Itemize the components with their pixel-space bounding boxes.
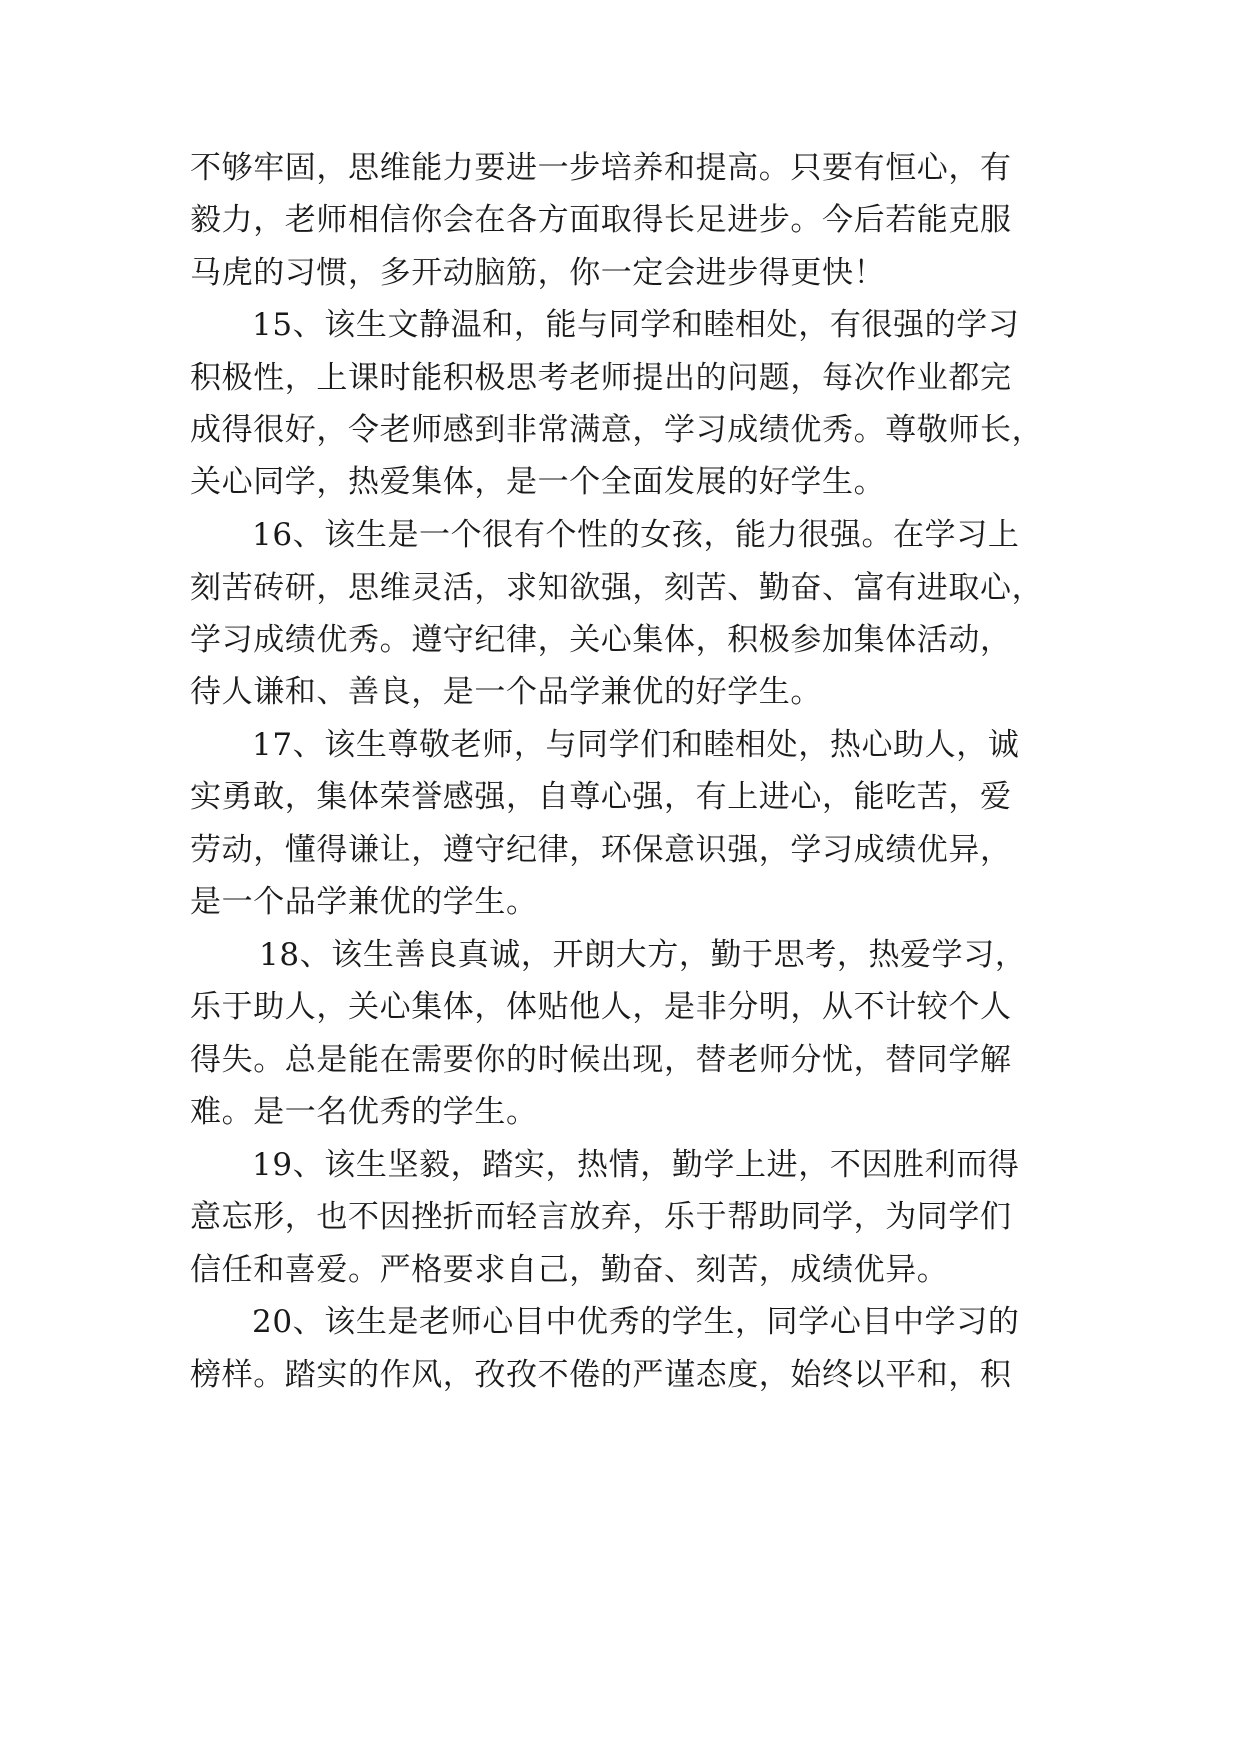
paragraph-line: 20、该生是老师心目中优秀的学生，同学心目中学习的 [252, 1304, 1020, 1340]
paragraph-line: 15、该生文静温和，能与同学和睦相处，有很强的学习 [252, 307, 1020, 343]
paragraph-line: 实勇敢，集体荣誉感强，自尊心强，有上进心，能吃苦，爱 [190, 779, 1012, 815]
paragraph-line: 刻苦砖研，思维灵活，求知欲强，刻苦、勤奋、富有进取心， [190, 570, 1044, 606]
paragraph-line: 成得很好，令老师感到非常满意，学习成绩优秀。尊敬师长， [190, 412, 1044, 448]
paragraph-line: 19、该生坚毅，踏实，热情，勤学上进，不因胜利而得 [252, 1147, 1020, 1183]
paragraph-line: 16、该生是一个很有个性的女孩，能力很强。在学习上 [252, 517, 1020, 553]
paragraph-line: 马虎的习惯，多开动脑筋，你一定会进步得更快！ [190, 255, 886, 291]
paragraph-line: 不够牢固，思维能力要进一步培养和提高。只要有恒心，有 [190, 150, 1012, 186]
paragraph-line: 待人谦和、善良，是一个品学兼优的好学生。 [190, 674, 822, 710]
paragraph-line: 17、该生尊敬老师，与同学们和睦相处，热心助人，诚 [252, 727, 1020, 763]
paragraph-line: 积极性，上课时能积极思考老师提出的问题，每次作业都完 [190, 360, 1012, 396]
paragraph-line: 难。是一名优秀的学生。 [190, 1094, 538, 1130]
paragraph-line: 榜样。踏实的作风，孜孜不倦的严谨态度，始终以平和，积 [190, 1357, 1012, 1393]
paragraph-line: 是一个品学兼优的学生。 [190, 884, 538, 920]
paragraph-line: 毅力，老师相信你会在各方面取得长足进步。今后若能克服 [190, 202, 1012, 238]
paragraph-line: 乐于助人，关心集体，体贴他人，是非分明，从不计较个人 [190, 989, 1012, 1025]
paragraph-line: 18、该生善良真诚，开朗大方，勤于思考，热爱学习， [259, 937, 1027, 973]
paragraph-line: 学习成绩优秀。遵守纪律，关心集体，积极参加集体活动， [190, 622, 1012, 658]
paragraph-line: 劳动，懂得谦让，遵守纪律，环保意识强，学习成绩优异， [190, 832, 1012, 868]
paragraph-line: 得失。总是能在需要你的时候出现，替老师分忧，替同学解 [190, 1042, 1012, 1078]
paragraph-line: 关心同学，热爱集体，是一个全面发展的好学生。 [190, 464, 886, 500]
paragraph-line: 意忘形，也不因挫折而轻言放弃，乐于帮助同学，为同学们 [190, 1199, 1012, 1235]
paragraph-line: 信任和喜爱。严格要求自己，勤奋、刻苦，成绩优异。 [190, 1252, 949, 1288]
